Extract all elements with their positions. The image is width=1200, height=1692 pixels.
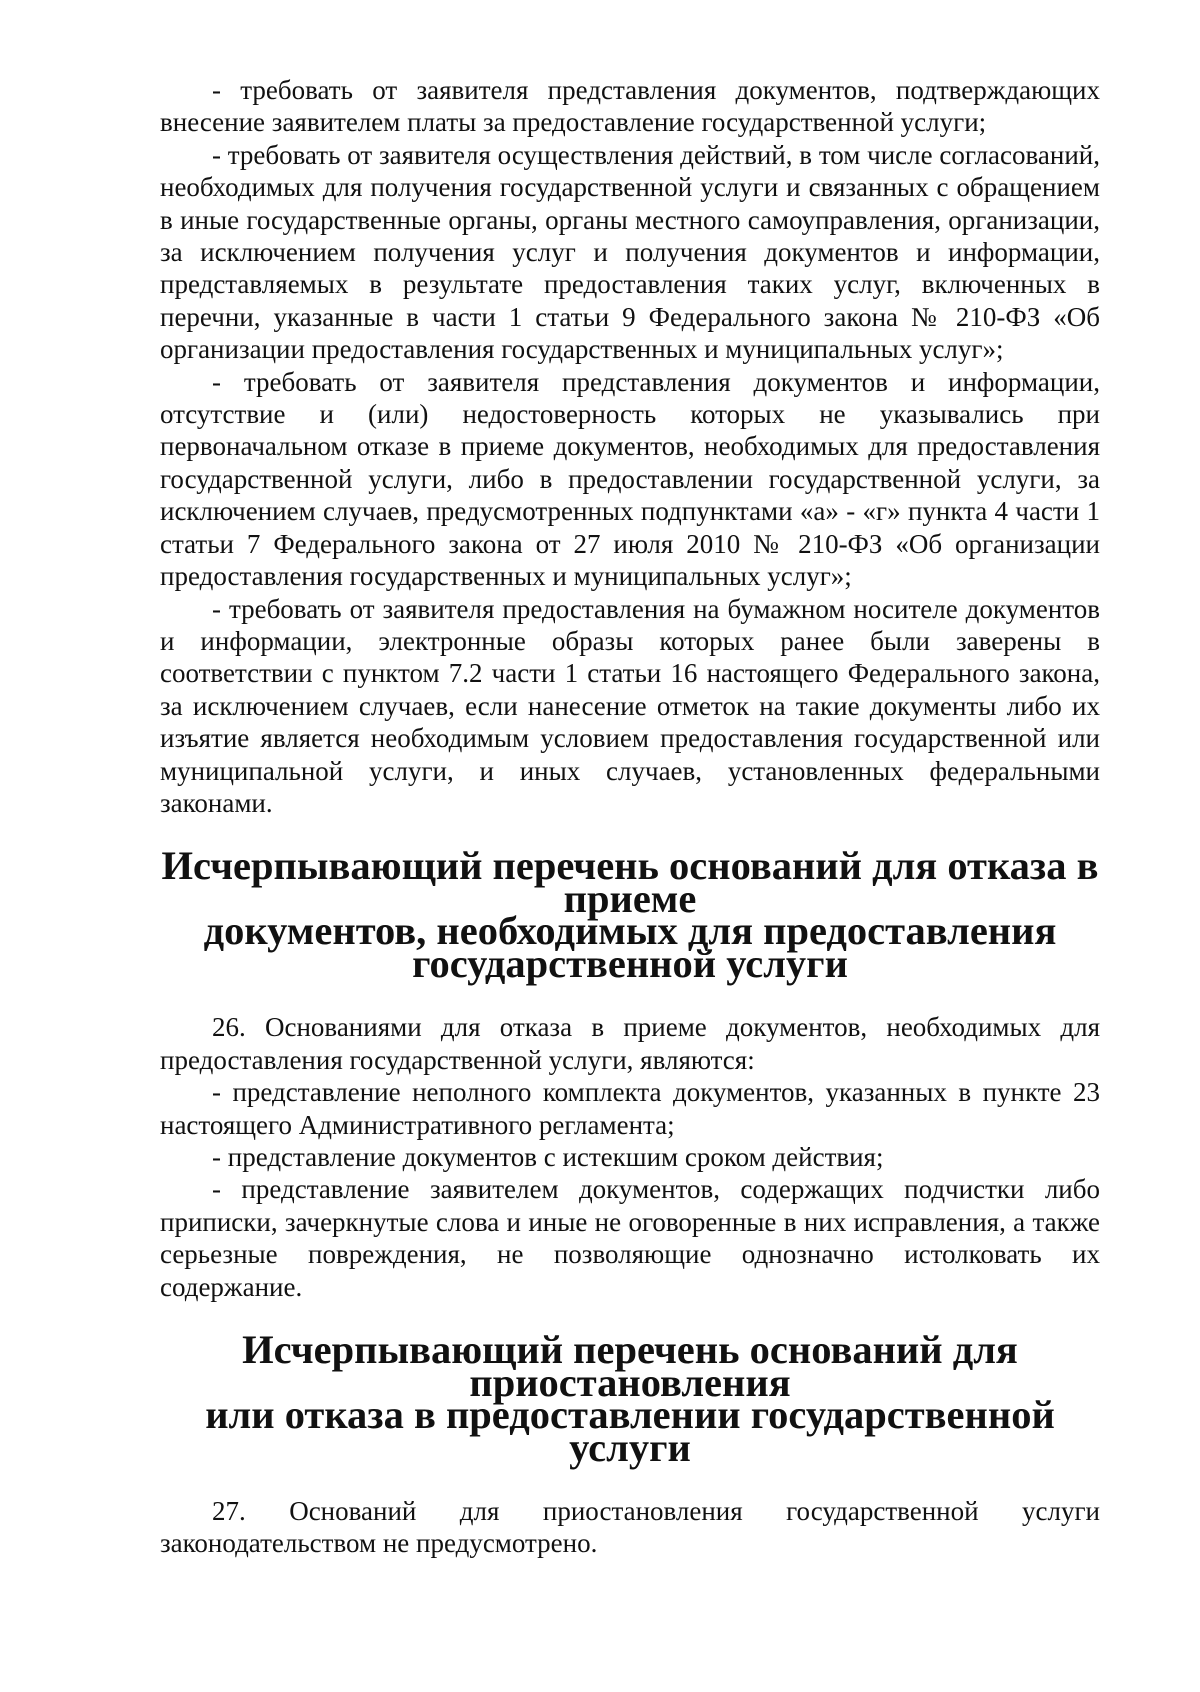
- heading-line: документов, необходимых для предоставления: [203, 908, 1057, 954]
- heading-line: Исчерпывающий перечень оснований для приостановления: [242, 1327, 1018, 1405]
- paragraph-incomplete-set: - представление неполного комплекта документов, указанных в пункте 23 настоящего Административного регламента;: [160, 1077, 1100, 1140]
- paragraph-fee-documents: - требовать от заявителя представления документов, подтверждающих внесение заявителем платы за предоставление государственной услуги;: [160, 75, 1100, 138]
- paragraph-27-no-grounds: 27. Оснований для приостановления государственной услуги законодательством не предусмотрено.: [160, 1496, 1100, 1559]
- document-page: [160, 74, 1100, 1560]
- section-heading-refusal-acceptance: [160, 843, 1100, 986]
- paragraph-corrected-documents: - представление заявителем документов, содержащих подчистки либо приписки, зачеркнутые слова и иные не оговоренные в них исправления, а также серьезные повреждения, не позволяющие однозначно истолковать их содержание.: [160, 1174, 1100, 1302]
- paragraph-expired-documents: - представление документов с истекшим сроком действия;: [212, 1141, 884, 1172]
- paragraph-missing-information: - требовать от заявителя представления документов и информации, отсутствие и (или) недостоверность которых не указывались при первоначальном отказе в приеме документов, необходимых для предоставления государственной услуги, либо в предоставлении государственной услуги, за исключением случаев, предусмотренных подпунктами «а» - «г» пункта 4 части 1 статьи 7 Федерального закона от 27 июля 2010 № 210-ФЗ «Об организации предоставления государственных и муниципальных услуг»;: [160, 366, 1100, 592]
- heading-line: государственной услуги: [412, 940, 848, 986]
- heading-line: или отказа в предоставлении государственной услуги: [205, 1392, 1055, 1470]
- paragraph-actions-approvals: - требовать от заявителя осуществления действий, в том числе согласований, необходимых для получения государственной услуги и связанных с обращением в иные государственные органы, органы местного самоуправления, организации, за исключением получения услуг и получения документов и информации, представляемых в результате предоставления таких услуг, включенных в перечни, указанные в части 1 статьи 9 Федерального закона № 210-ФЗ «Об организации предоставления государственных и муниципальных услуг»;: [160, 139, 1100, 365]
- paragraph-paper-documents: - требовать от заявителя предоставления на бумажном носителе документов и информации, электронные образы которых ранее были заверены в соответствии с пунктом 7.2 части 1 статьи 16 настоящего Федерального закона, за исключением случаев, если нанесение отметок на такие документы либо их изъятие является необходимым условием предоставления государственной или муниципальной услуги, и иных случаев, установленных федеральными законами.: [160, 593, 1100, 818]
- section-heading-suspension: [160, 1327, 1100, 1470]
- heading-line: Исчерпывающий перечень оснований для отказа в приеме: [161, 843, 1099, 921]
- paragraph-26-grounds: 26. Основаниями для отказа в приеме документов, необходимых для предоставления государственной услуги, являются:: [160, 1012, 1100, 1075]
